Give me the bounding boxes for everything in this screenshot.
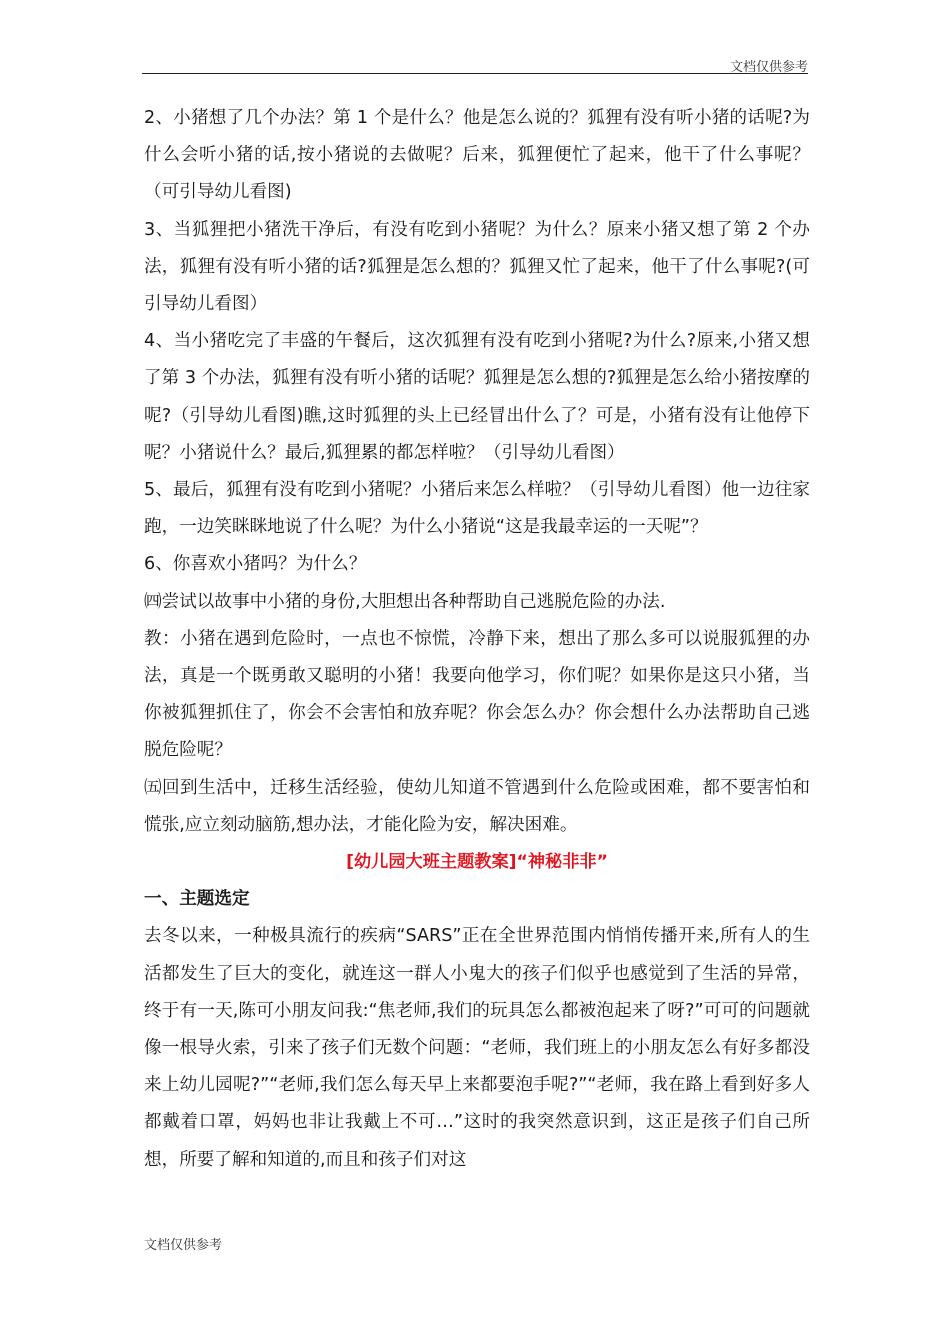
teacher-summary-paragraph: 教：小猪在遇到危险时，一点也不惊慌，冷静下来，想出了那么多可以说服狐狸的办法，真是一个既勇敢又聪明的小猪！我要向他学习，你们呢？如果你是这只小猪，当你被狐狸抓住了，你会不会害怕和放弃呢？你会怎么办？你会想什么办法帮助自己逃脱危险呢？	[144, 628, 810, 761]
page-footer-label: 文档仅供参考	[144, 1238, 223, 1253]
question-4-paragraph: 4、当小猪吃完了丰盛的午餐后，这次狐狸有没有吃到小猪呢?为什么?原来,小猪又想了第 3 个办法，狐狸有没有听小猪的话呢？狐狸是怎么想的?狐狸是怎么给小猪按摩的呢?（引导幼儿看图)瞧,这时狐狸的头上已经冒出什么了？可是，小猪有没有让他停下呢？小猪说什么？最后,狐狸累的都怎样啦？（引导幼儿看图）	[144, 331, 810, 463]
question-3-paragraph: 3、当狐狸把小猪洗干净后，有没有吃到小猪呢？为什么？原来小猪又想了第 2 个办法，狐狸有没有听小猪的话?狐狸是怎么想的？狐狸又忙了起来，他干了什么事呢?(可引导幼儿看图）	[144, 219, 810, 315]
step-5-paragraph: ㈤回到生活中，迁移生活经验，使幼儿知道不管遇到什么危险或困难，都不要害怕和慌张,应立刻动脑筋,想办法，才能化险为安，解决困难。	[144, 777, 810, 835]
step-4-paragraph: ㈣尝试以故事中小猪的身份,大胆想出各种帮助自己逃脱危险的办法.	[144, 591, 666, 612]
question-6-paragraph: 6、你喜欢小猪吗？为什么？	[144, 554, 367, 575]
question-2-paragraph: 2、小猪想了几个办法？第 1 个是什么？他是怎么说的？狐狸有没有听小猪的话呢?为什么会听小猪的话,按小猪说的去做呢？后来，狐狸便忙了起来，他干了什么事呢？（可引导幼儿看图)	[144, 108, 810, 203]
document-body	[144, 100, 810, 1179]
section-heading: 一、主题选定	[144, 889, 250, 910]
header-divider	[142, 73, 808, 74]
article-title: [幼儿园大班主题教案]“神秘非非”	[346, 852, 608, 873]
page-header-label: 文档仅供参考	[729, 60, 808, 75]
topic-intro-paragraph: 去冬以来，一种极具流行的疾病“SARS”正在全世界范围内悄悄传播开来,所有人的生活都发生了巨大的变化，就连这一群人小鬼大的孩子们似乎也感觉到了生活的异常，终于有一天,陈可小朋友问我:“焦老师,我们的玩具怎么都被泡起来了呀?”可可的问题就像一根导火索，引来了孩子们无数个问题：“老师，我们班上的小朋友怎么有好多都没来上幼儿园呢?”“老师,我们怎么每天早上来都要泡手呢?”“老师，我在路上看到好多人都戴着口罩，妈妈也非让我戴上不可…”这时的我突然意识到，这正是孩子们自己所想，所要了解和知道的,而且和孩子们对这	[144, 926, 810, 1170]
question-5-paragraph: 5、最后，狐狸有没有吃到小猪呢？小猪后来怎么样啦？（引导幼儿看图）他一边往家跑，一边笑眯眯地说了什么呢？为什么小猪说“这是我最幸运的一天呢”？	[144, 480, 810, 538]
